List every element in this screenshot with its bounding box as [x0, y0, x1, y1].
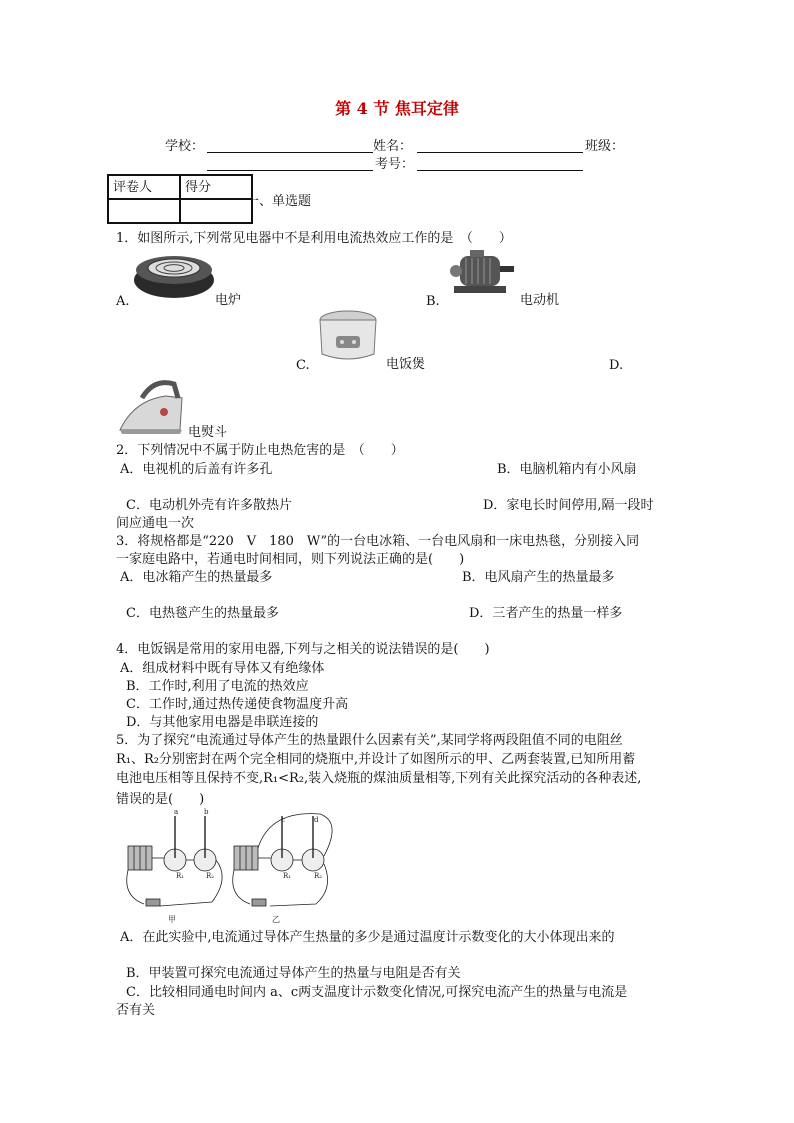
q1-option-b-label: 电动机	[520, 293, 560, 308]
thermometer-c-label: c	[281, 816, 285, 824]
q1-stem: 1．如图所示,下列常见电器中不是利用电流热效应工作的是 （ ）	[116, 231, 512, 246]
class-field[interactable]	[207, 170, 373, 171]
circuit-diagram	[120, 808, 360, 926]
q4-option-c: C．工作时,通过热传递使食物温度升高	[126, 697, 349, 712]
q1-option-c-label: 电饭煲	[386, 357, 426, 372]
yi-r2-label: R₂	[314, 872, 323, 880]
q3-stem-line2: 一家庭电路中，若通电时间相同，则下列说法正确的是( )	[116, 552, 465, 567]
yi-r1-label: R₁	[283, 872, 292, 880]
q1-option-b-letter: B.	[426, 294, 440, 309]
q3-option-a: A．电冰箱产生的热量最多	[120, 570, 273, 585]
q3-option-d: D．三者产生的热量一样多	[469, 606, 623, 621]
q3-option-b: B．电风扇产生的热量最多	[462, 570, 615, 585]
grader-header: 评卷人	[108, 175, 180, 199]
q2-option-d-line1: D．家电长时间停用,隔一段时	[483, 498, 654, 513]
q4-stem: 4．电饭锅是常用的家用电器,下列与之相关的说法错误的是( )	[116, 642, 490, 657]
q2-stem: 2．下列情况中不属于防止电热危害的是 （ ）	[116, 443, 404, 458]
score-cell[interactable]	[180, 199, 252, 223]
jia-r2-label: R₂	[206, 872, 215, 880]
figure-jia-label: 甲	[168, 915, 176, 924]
q4-option-b: B．工作时,利用了电流的热效应	[126, 679, 309, 694]
electric-motor-image	[446, 246, 518, 298]
electric-stove-image	[132, 246, 216, 302]
q1-option-a-letter: A.	[116, 294, 130, 309]
q5-option-a: A．在此实验中,电流通过导体产生热量的多少是通过温度计示数变化的大小体现出来的	[120, 930, 615, 945]
q5-option-b: B．甲装置可探究电流通过导体产生的热量与电阻是否有关	[126, 966, 461, 981]
q3-option-c: C．电热毯产生的热量最多	[126, 606, 279, 621]
q5-option-c-line1: C．比较相同通电时间内 a、c两支温度计示数变化情况,可探究电流产生的热量与电流是	[126, 985, 628, 1000]
q5-stem-line2: R₁、R₂分别密封在两个完全相同的烧瓶中,并设计了如图所示的甲、乙两套装置,已知所用蓄	[116, 752, 636, 767]
page-title: 第 4 节 焦耳定律	[335, 99, 459, 118]
name-label: 姓名：	[373, 139, 413, 154]
circuit-yi	[233, 814, 332, 906]
rice-cooker-image	[314, 306, 382, 364]
q5-stem-line3: 电池电压相等且保持不变,R₁<R₂,装入烧瓶的煤油质量相等,下列有关此探究活动的各种表述,	[116, 771, 642, 786]
q1-option-a-label: 电炉	[215, 293, 242, 308]
score-table	[107, 174, 253, 224]
thermometer-d-label: d	[314, 816, 319, 824]
class-label: 班级：	[585, 139, 625, 154]
score-header: 得分	[180, 175, 252, 199]
q5-stem-line4: 错误的是( )	[116, 792, 205, 807]
q1-option-d-letter: D.	[609, 358, 624, 373]
electric-iron-image	[116, 376, 188, 438]
exam-no-label: 考号：	[375, 157, 415, 172]
q5-option-c-line2: 否有关	[116, 1003, 156, 1018]
circuit-jia	[127, 816, 222, 906]
school-field[interactable]	[207, 152, 373, 153]
q4-option-d: D．与其他家用电器是串联连接的	[126, 715, 319, 730]
q2-option-d-line2: 间应通电一次	[116, 516, 195, 531]
thermometer-a-label: a	[174, 808, 179, 816]
section-heading: 一、单选题	[246, 194, 312, 209]
q4-option-a: A．组成材料中既有导体又有绝缘体	[120, 661, 325, 676]
grader-cell[interactable]	[108, 199, 180, 223]
q2-option-c: C．电动机外壳有许多散热片	[126, 498, 292, 513]
exam-no-field[interactable]	[417, 170, 583, 171]
q2-option-b: B．电脑机箱内有小风扇	[497, 462, 637, 477]
figure-yi-label: 乙	[272, 915, 280, 924]
q2-option-a: A．电视机的后盖有许多孔	[120, 462, 273, 477]
q1-option-c-letter: C.	[296, 358, 310, 373]
jia-r1-label: R₁	[176, 872, 185, 880]
q5-stem-line1: 5．为了探究“电流通过导体产生的热量跟什么因素有关”,某同学将两段阻值不同的电阻丝	[116, 733, 623, 748]
thermometer-b-label: b	[204, 808, 209, 816]
name-field[interactable]	[417, 152, 583, 153]
q1-option-d-label: 电熨斗	[188, 425, 228, 440]
q3-stem-line1: 3．将规格都是“220 V 180 W”的一台电冰箱、一台电风扇和一床电热毯，分别接入同	[116, 534, 640, 549]
school-label: 学校：	[165, 139, 205, 154]
